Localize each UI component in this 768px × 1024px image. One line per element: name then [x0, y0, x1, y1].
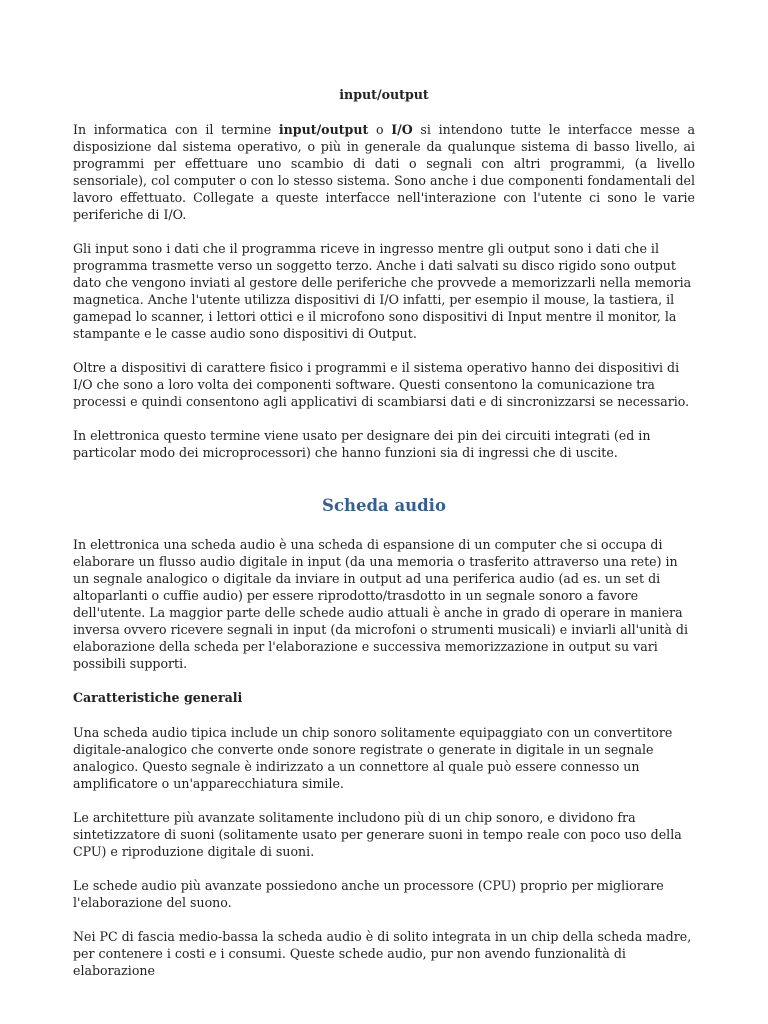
intro-text-1: In informatica con il termine — [73, 122, 279, 137]
intro-text-2: o — [368, 122, 392, 137]
section-heading-scheda-audio: Scheda audio — [322, 496, 446, 515]
paragraph-8: Le schede audio più avanzate possiedono anche un processore (CPU) proprio per migliorare l'elaborazione del suono. — [73, 878, 664, 910]
intro-term-input-output: input/output — [278, 122, 369, 137]
paragraph-7: Le architetture più avanzate solitamente includono più di un chip sonoro, e dividono fra sintetizzatore di suoni (solitamente usato per generare suoni in tempo reale con poco uso della CPU) e riproduzione digitale di suoni. — [73, 810, 682, 859]
paragraph-5: In elettronica una scheda audio è una scheda di espansione di un computer che si occupa di elaborare un flusso audio digitale in input (da una memoria o trasferito attraverso una rete) in un segnale analogico o digitale da inviare in output ad una periferica audio (ad es. un set di altoparlanti o cuffie audio) per essere riprodotto/trasdotto in un segnale sonoro a favore dell'utente. La maggior parte delle schede audio attuali è anche in grado di operare in maniera inversa ovvero ricevere segnali in input (da microfoni o strumenti musicali) e inviarli all'unità di elaborazione della scheda per l'elaborazione e successiva memorizzazione in output su vari possibili supporti. — [73, 537, 689, 671]
intro-text-3: si intendono tutte le interfacce messe a disposizione dal sistema operativo, o più in generale da qualunque sistema di basso livello, ai programmi per effettuare uno scambio di dati o segnali con altri programmi, (a livello sensoriale), col computer o con lo stesso sistema. Sono anche i due componenti fondamentali del lavoro effettuato. Collegate a queste interfacce nell'interazione con l'utente ci sono le varie periferiche di I/O. — [73, 122, 695, 222]
document-title: input/output — [339, 87, 429, 102]
paragraph-4: In elettronica questo termine viene usato per designare dei pin dei circuiti integrati (ed in particolar modo dei microprocessori) che hanno funzioni sia di ingressi che di uscite. — [73, 428, 651, 460]
paragraph-6: Una scheda audio tipica include un chip sonoro solitamente equipaggiato con un convertitore digitale-analogico che converte onde sonore registrate o generate in digitale in un segnale analogico. Questo segnale è indirizzato a un connettore al quale può essere connesso un amplificatore o un'apparecchiatura simile. — [73, 725, 673, 791]
paragraph-3: Oltre a dispositivi di carattere fisico i programmi e il sistema operativo hanno dei dispositivi di I/O che sono a loro volta dei componenti software. Questi consentono la comunicazione tra processi e quindi consentono agli applicativi di scambiarsi dati e di sincronizzarsi se necessario. — [73, 360, 690, 409]
paragraph-9: Nei PC di fascia medio-bassa la scheda audio è di solito integrata in un chip della scheda madre, per contenere i costi e i consumi. Queste schede audio, pur non avendo funzionalità di elaborazione — [73, 929, 692, 978]
intro-term-io: I/O — [391, 122, 413, 137]
paragraph-intro — [73, 121, 695, 223]
paragraph-2: Gli input sono i dati che il programma riceve in ingresso mentre gli output sono i dati che il programma trasmette verso un soggetto terzo. Anche i dati salvati su disco rigido sono output dato che vengono inviati al gestore delle periferiche che provvede a memorizzarli nella memoria magnetica. Anche l'utente utilizza dispositivi di I/O infatti, per esempio il mouse, la tastiera, il gamepad lo scanner, i lettori ottici e il microfono sono dispositivi di Input mentre il monitor, la stampante e le casse audio sono dispositivi di Output. — [73, 241, 692, 341]
sub-heading-caratteristiche: Caratteristiche generali — [73, 690, 243, 705]
